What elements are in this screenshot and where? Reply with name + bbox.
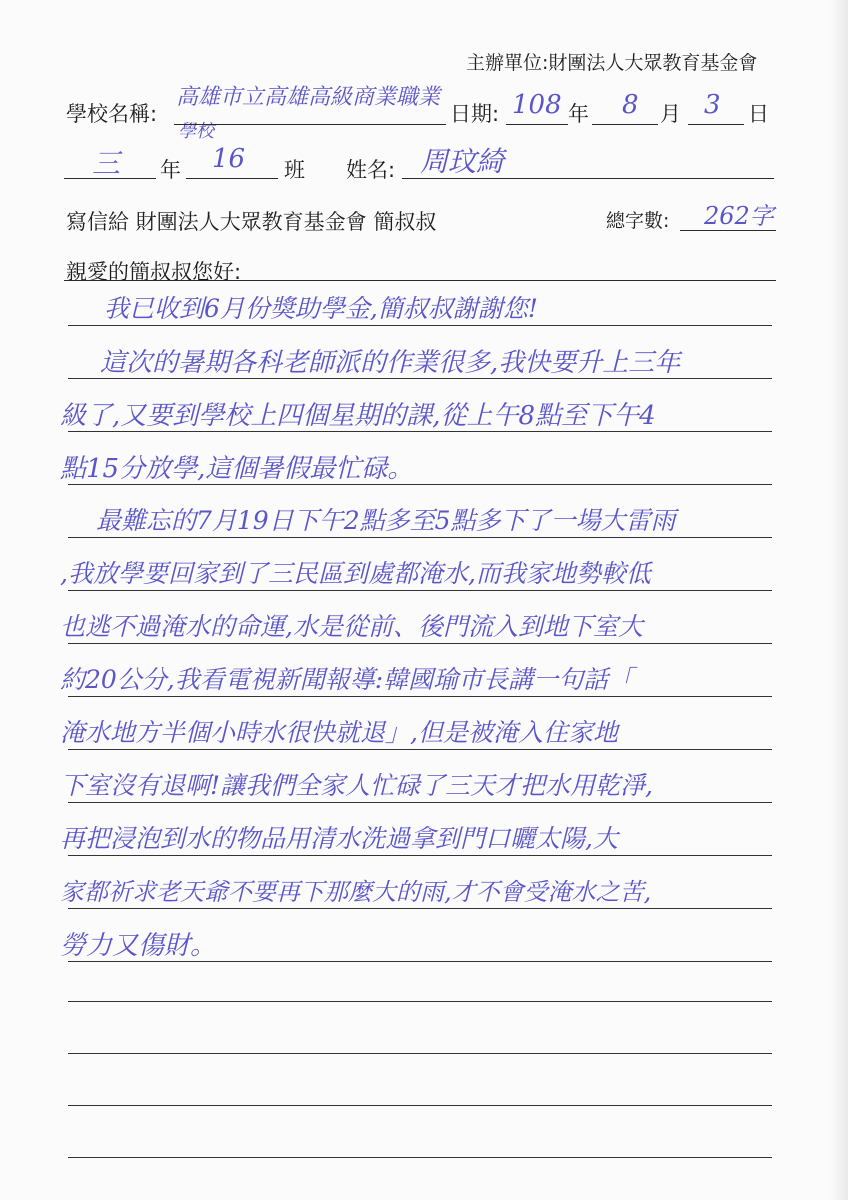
letter-line: 點15分放學,這個暑假最忙碌。 xyxy=(60,454,414,484)
grade-label: 年 xyxy=(160,158,181,182)
school-value: 高雄市立高雄高級商業職業 xyxy=(176,85,441,110)
name-value: 周玟綺 xyxy=(420,145,505,178)
date-month-underline xyxy=(592,124,658,125)
letter-line: 這次的暑期各科老師派的作業很多,我快要升上三年 xyxy=(100,348,681,378)
month-label: 月 xyxy=(660,102,681,126)
name-label: 姓名: xyxy=(346,158,396,182)
class-value: 16 xyxy=(212,144,246,174)
date-day-value: 3 xyxy=(704,90,721,120)
letter-line: 勞力又傷財。 xyxy=(60,931,217,961)
class-underline xyxy=(186,178,278,179)
class-label: 班 xyxy=(284,158,305,182)
salutation-underline xyxy=(64,280,776,281)
ruled-line xyxy=(68,325,772,326)
ruled-line xyxy=(68,802,772,803)
write-to-text: 寫信給 財團法人大眾教育基金會 簡叔叔 xyxy=(66,210,437,234)
letter-line: 約20公分,我看電視新聞報導:韓國瑜市長講一句話「 xyxy=(60,665,634,694)
letter-line: ,我放學要回家到了三民區到處都淹水,而我家地勢較低 xyxy=(60,559,651,588)
date-label: 日期: xyxy=(450,102,500,126)
school-label: 學校名稱: xyxy=(66,102,158,126)
grade-underline xyxy=(64,178,156,179)
letter-line: 家都祈求老天爺不要再下那麼大的雨,才不會受淹水之苦, xyxy=(60,878,652,906)
ruled-line xyxy=(68,643,772,644)
letter-line: 最難忘的7月19日下午2點多至5點多下了一場大雷雨 xyxy=(96,506,676,535)
ruled-line xyxy=(68,537,772,538)
name-underline xyxy=(402,178,774,179)
organizer-text: 主辦單位:財團法人大眾教育基金會 xyxy=(466,52,758,74)
wordcount-underline xyxy=(680,230,776,231)
letter-line: 級了,又要到學校上四個星期的課,從上午8點至下午4 xyxy=(60,401,656,431)
letter-line: 再把浸泡到水的物品用清水洗過拿到門口曬太陽,大 xyxy=(60,824,618,853)
school-underline xyxy=(174,124,446,125)
wordcount-value: 262字 xyxy=(704,202,774,230)
letter-line: 淹水地方半個小時水很快就退」,但是被淹入住家地 xyxy=(60,718,618,747)
day-label: 日 xyxy=(748,102,769,126)
letter-line: 我已收到6月份獎助學金,簡叔叔謝謝您! xyxy=(104,294,538,323)
wordcount-label: 總字數: xyxy=(606,210,670,232)
ruled-line xyxy=(68,749,772,750)
ruled-line xyxy=(68,590,772,591)
ruled-line xyxy=(68,1105,772,1106)
scan-edge xyxy=(830,0,848,1200)
ruled-line xyxy=(68,696,772,697)
date-year-value: 108 xyxy=(512,90,562,120)
ruled-line xyxy=(68,1053,772,1054)
date-month-value: 8 xyxy=(622,90,639,120)
ruled-line xyxy=(68,908,772,909)
letter-line: 下室沒有退啊!讓我們全家人忙碌了三天才把水用乾淨, xyxy=(60,771,653,800)
date-year-underline xyxy=(506,124,568,125)
ruled-line xyxy=(68,855,772,856)
grade-value: 三 xyxy=(92,147,121,180)
ruled-line xyxy=(68,1157,772,1158)
date-day-underline xyxy=(688,124,744,125)
letter-line: 也逃不過淹水的命運,水是從前、後門流入到地下室大 xyxy=(60,612,643,641)
school-value-continued: 學校 xyxy=(178,121,214,142)
salutation: 親愛的簡叔叔您好: xyxy=(66,260,242,284)
ruled-line xyxy=(68,1001,772,1002)
year-label: 年 xyxy=(568,102,589,126)
